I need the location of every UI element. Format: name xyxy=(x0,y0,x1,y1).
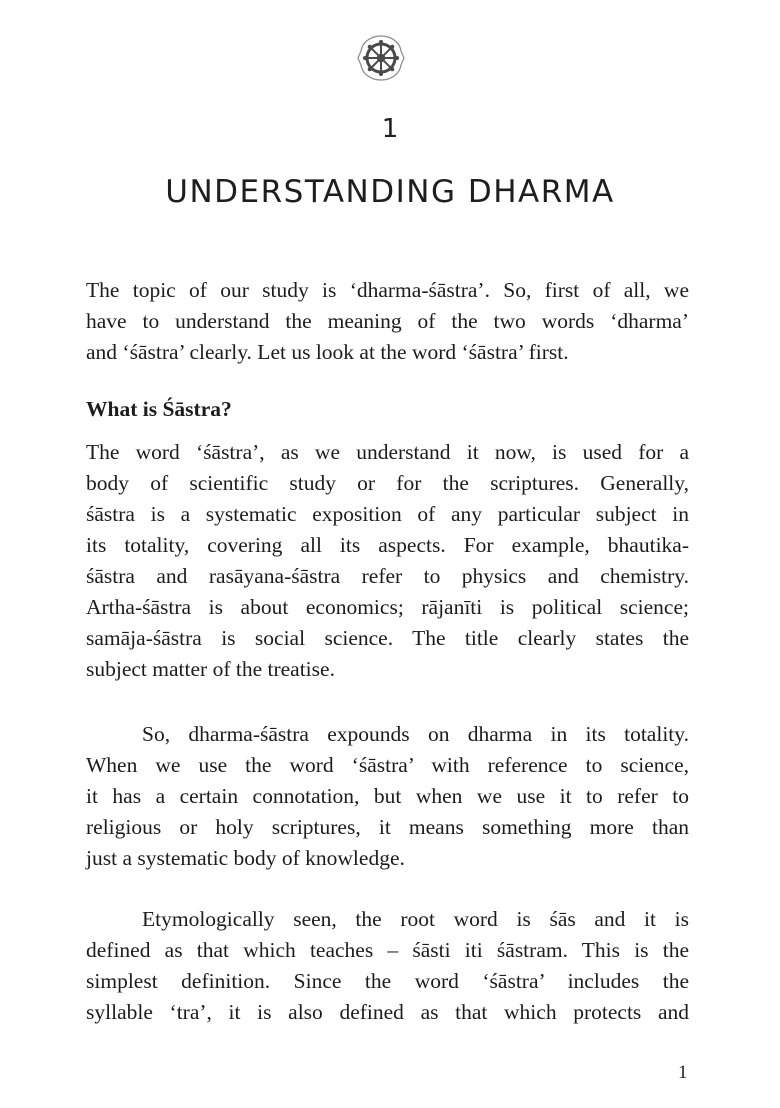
text-line: its totality, covering all its aspects. For example, bhautika- xyxy=(86,533,689,557)
page-number: 1 xyxy=(678,1062,688,1083)
text-line: The topic of our study is ‘dharma-śāstra’. So, first of all, we xyxy=(86,278,689,302)
text-line: it has a certain connotation, but when we use it to refer to xyxy=(86,784,689,808)
text-line: The word ‘śāstra’, as we understand it now, is used for a xyxy=(86,440,689,464)
text-line: subject matter of the treatise. xyxy=(86,657,335,681)
text-line: Etymologically seen, the root word is śās and it is xyxy=(142,907,689,931)
chapter-number: 1 xyxy=(381,114,399,144)
intro-paragraph xyxy=(86,275,689,368)
paragraph xyxy=(86,437,689,685)
paragraph xyxy=(86,719,689,874)
text-line: body of scientific study or for the scriptures. Generally, xyxy=(86,471,689,495)
text-line: śāstra is a systematic exposition of any particular subject in xyxy=(86,502,689,526)
paragraph xyxy=(86,904,689,1028)
text-line: have to understand the meaning of the two words ‘dharma’ xyxy=(86,309,689,333)
text-line: just a systematic body of knowledge. xyxy=(86,846,405,870)
dharma-wheel-icon xyxy=(356,33,406,83)
chapter-title: UNDERSTANDING DHARMA xyxy=(165,174,615,210)
text-line: Artha-śāstra is about economics; rājanīti is political science; xyxy=(86,595,689,619)
text-line: syllable ‘tra’, it is also defined as that which protects and xyxy=(86,1000,689,1024)
text-line: and ‘śāstra’ clearly. Let us look at the word ‘śāstra’ first. xyxy=(86,340,569,364)
text-line: So, dharma-śāstra expounds on dharma in its totality. xyxy=(142,722,689,746)
text-line: defined as that which teaches – śāsti iti śāstram. This is the xyxy=(86,938,689,962)
text-line: religious or holy scriptures, it means something more than xyxy=(86,815,689,839)
text-line: When we use the word ‘śāstra’ with reference to science, xyxy=(86,753,689,777)
text-line: samāja-śāstra is social science. The title clearly states the xyxy=(86,626,689,650)
section-heading: What is Śāstra? xyxy=(86,397,232,421)
text-line: simplest definition. Since the word ‘śāstra’ includes the xyxy=(86,969,689,993)
text-line: śāstra and rasāyana-śāstra refer to physics and chemistry. xyxy=(86,564,689,588)
